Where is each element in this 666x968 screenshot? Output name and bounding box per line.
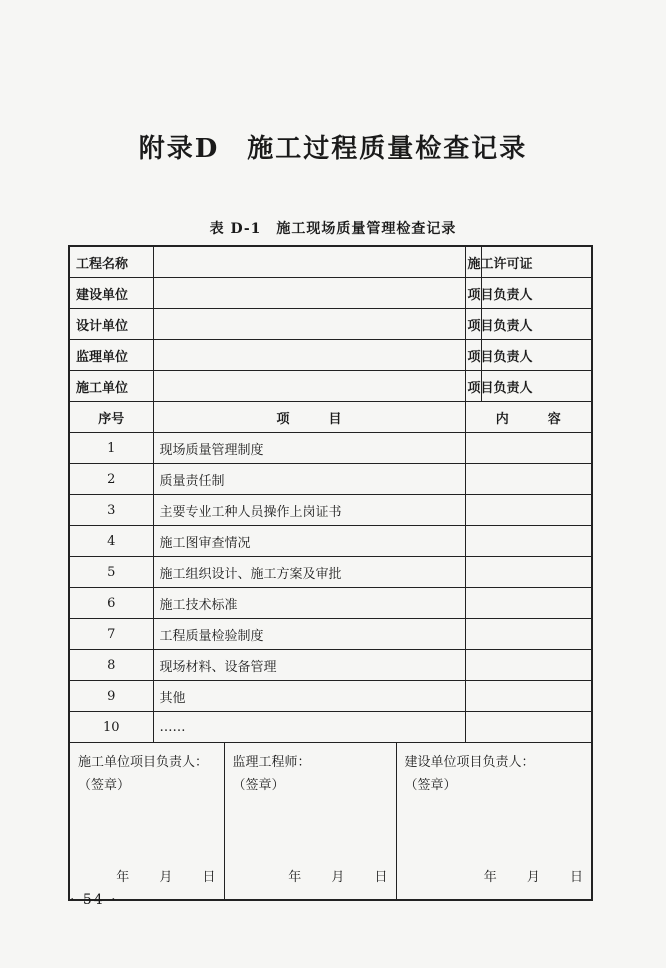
- info-label: 设计单位: [69, 309, 153, 340]
- row-item: 现场质量管理制度: [153, 433, 465, 464]
- column-header-item: 项 目: [153, 402, 465, 433]
- info-right-label: 项目负责人: [465, 278, 481, 309]
- signature-seal: （签章）: [78, 778, 131, 793]
- row-number: 10: [69, 712, 153, 743]
- row-content: [465, 526, 592, 557]
- row-content: [465, 557, 592, 588]
- row-item: 施工组织设计、施工方案及审批: [153, 557, 465, 588]
- signature-row: [69, 743, 592, 901]
- info-value: [153, 309, 465, 340]
- row-number: 1: [69, 433, 153, 464]
- row-content: [465, 650, 592, 681]
- row-number: 2: [69, 464, 153, 495]
- row-content: [465, 464, 592, 495]
- column-header-content: 内 容: [465, 402, 592, 433]
- signature-role: 施工单位项目负责人：: [78, 755, 209, 770]
- signature-owner: [396, 743, 592, 901]
- row-content: [465, 495, 592, 526]
- table-row: [69, 526, 592, 557]
- row-item: 质量责任制: [153, 464, 465, 495]
- info-label: 建设单位: [69, 278, 153, 309]
- info-value: [153, 278, 465, 309]
- row-item: 施工技术标准: [153, 588, 465, 619]
- table-row: [69, 588, 592, 619]
- table-row: [69, 464, 592, 495]
- row-number: 8: [69, 650, 153, 681]
- info-value: [153, 246, 465, 278]
- info-right-label: 项目负责人: [465, 371, 481, 402]
- signature-role: 监理工程师：: [232, 755, 311, 770]
- info-value: [153, 371, 465, 402]
- signature-contractor: [69, 743, 224, 901]
- info-label: 监理单位: [69, 340, 153, 371]
- page-number: · 54 ·: [70, 892, 118, 908]
- row-content: [465, 619, 592, 650]
- row-number: 4: [69, 526, 153, 557]
- row-item: 施工图审查情况: [153, 526, 465, 557]
- row-number: 3: [69, 495, 153, 526]
- table-row: [69, 557, 592, 588]
- info-row: [69, 340, 592, 371]
- row-content: [465, 433, 592, 464]
- row-item: 现场材料、设备管理: [153, 650, 465, 681]
- table-caption: 表 D-1 施工现场质量管理检查记录: [209, 221, 457, 237]
- row-content: [465, 712, 592, 743]
- row-content: [465, 588, 592, 619]
- row-item: ……: [153, 712, 465, 743]
- table-row: [69, 681, 592, 712]
- appendix-title: 附录D 施工过程质量检查记录: [138, 134, 528, 164]
- table-row: [69, 619, 592, 650]
- signature-seal: （签章）: [404, 778, 457, 793]
- column-header-no: 序号: [69, 402, 153, 433]
- table-row: [69, 650, 592, 681]
- signature-role: 建设单位项目负责人：: [404, 755, 535, 770]
- info-label: 施工单位: [69, 371, 153, 402]
- info-right-label: 项目负责人: [465, 309, 481, 340]
- signature-date: 年 月 日: [483, 870, 584, 885]
- column-header-row: [69, 402, 592, 433]
- info-row: [69, 371, 592, 402]
- signature-date: 年 月 日: [116, 870, 216, 885]
- table-row: [69, 495, 592, 526]
- table-row: [69, 433, 592, 464]
- info-row: [69, 246, 592, 278]
- info-value: [153, 340, 465, 371]
- row-number: 9: [69, 681, 153, 712]
- signature-date: 年 月 日: [288, 870, 388, 885]
- row-item: 其他: [153, 681, 465, 712]
- signature-seal: （签章）: [232, 778, 285, 793]
- signature-supervisor: [224, 743, 396, 901]
- row-number: 7: [69, 619, 153, 650]
- info-right-label: 施工许可证: [465, 246, 481, 278]
- row-item: 主要专业工种人员操作上岗证书: [153, 495, 465, 526]
- row-number: 5: [69, 557, 153, 588]
- row-content: [465, 681, 592, 712]
- info-label: 工程名称: [69, 246, 153, 278]
- quality-check-table: [68, 245, 593, 901]
- info-right-label: 项目负责人: [465, 340, 481, 371]
- table-row: [69, 712, 592, 743]
- row-number: 6: [69, 588, 153, 619]
- info-row: [69, 278, 592, 309]
- row-item: 工程质量检验制度: [153, 619, 465, 650]
- info-row: [69, 309, 592, 340]
